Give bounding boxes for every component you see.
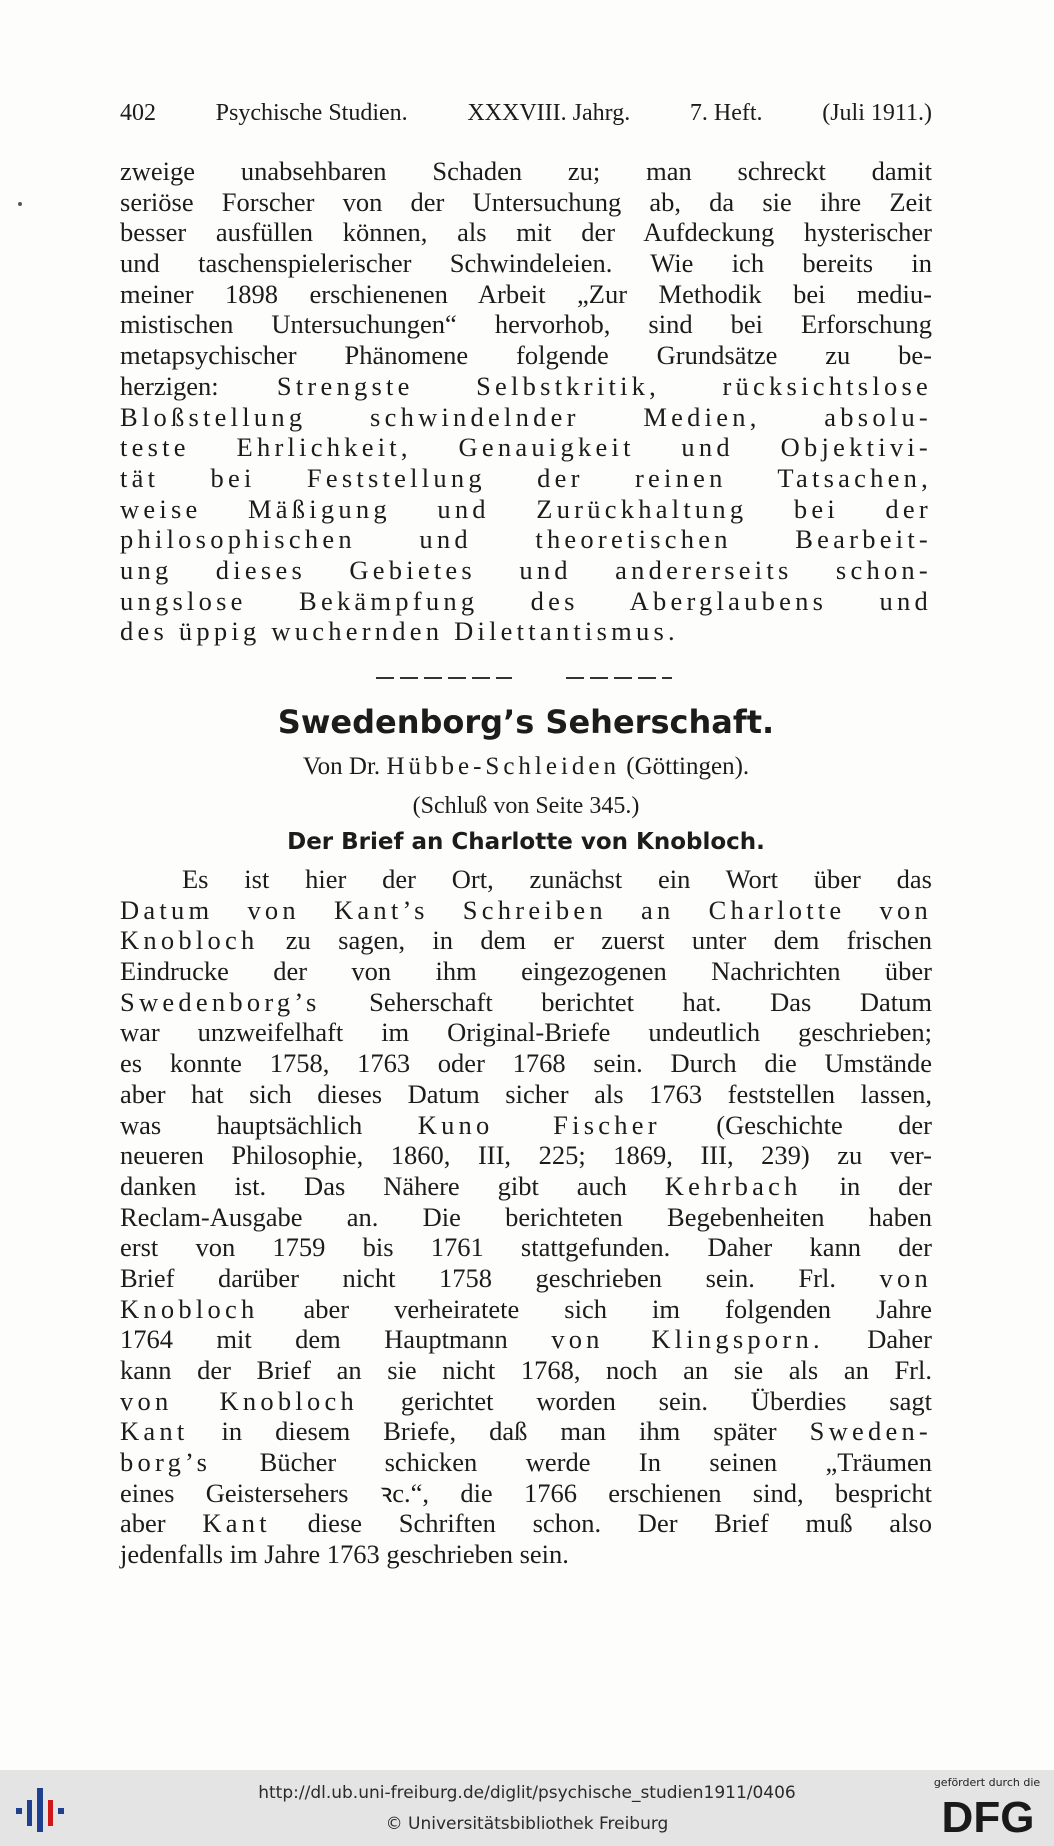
spaced-text: Kant (202, 1508, 271, 1539)
text-line (120, 494, 932, 525)
byline-suffix: (Göttingen). (620, 753, 750, 780)
text-line (120, 987, 932, 1018)
spaced-text: von (879, 1262, 932, 1293)
text-run: metapsychischer Phänomene folgende Grundsätze zu be- (120, 340, 932, 371)
spaced-text: ungslose Bekämpfung des Aberglaubens und (120, 585, 932, 616)
text-line (120, 1416, 932, 1447)
text-line (120, 895, 932, 926)
spaced-text: Kuno Fischer (417, 1109, 661, 1140)
text-run: (Geschichte der (660, 1109, 933, 1140)
text-run: in diesem Briefe, daß man ihm später (188, 1416, 810, 1447)
spaced-text: Swedenborg’s (120, 986, 321, 1017)
text-run: herzigen: (120, 370, 277, 401)
text-line (120, 1386, 932, 1417)
text-run: Eindrucke der von ihm eingezogenen Nachrichten über (120, 956, 932, 987)
text-run: Reclam-Ausgabe an. Die berichteten Begebenheiten haben (120, 1201, 932, 1232)
text-line (120, 309, 932, 340)
text-line (120, 1324, 932, 1355)
spaced-text: weise Mäßigung und Zurückhaltung bei der (120, 493, 932, 524)
text-line (120, 1110, 932, 1141)
spaced-text: Kant (120, 1416, 189, 1447)
text-run: Seherschaft berichtet hat. Das Datum (320, 986, 932, 1017)
text-run: in der (801, 1170, 932, 1201)
spaced-text: Strengste Selbstkritik, rücksichtslose (276, 370, 932, 401)
spaced-text: tät bei Feststellung der reinen Tatsachen, (120, 462, 932, 493)
text-run: Es ist hier der Ort, zunächst ein Wort über das (182, 864, 932, 894)
running-head (120, 100, 932, 127)
text-line (120, 402, 932, 433)
text-line (120, 864, 932, 895)
page-number: 402 (120, 100, 156, 126)
spaced-text: teste Ehrlichkeit, Genauigkeit und Objektivi- (120, 432, 932, 463)
scan-speck (18, 202, 22, 206)
spaced-text: Bloßstellung schwindelnder Medien, absolu- (120, 401, 932, 432)
text-line (120, 1355, 932, 1386)
footer-bar (0, 1770, 1054, 1846)
text-run: gerichtet worden sein. Überdies sagt (357, 1385, 932, 1416)
text-run: 1764 mit dem Hauptmann (120, 1324, 552, 1355)
byline-author: Hübbe-Schleiden (386, 753, 620, 780)
text-run: Bücher schicken werde In seinen „Träumen (211, 1447, 932, 1478)
text-line (120, 248, 932, 279)
text-run: neueren Philosophie, 1860, III, 225; 1869, III, 239) zu ver- (120, 1140, 932, 1171)
text-line (120, 279, 932, 310)
section-divider-left (376, 677, 512, 679)
text-run: eines Geistersehers ꝛc.“, die 1766 erschienen sind, bespricht (120, 1477, 932, 1508)
dfg-funding-block (926, 1776, 1048, 1842)
spaced-text: von Klingsporn. (551, 1324, 824, 1355)
spaced-text: ung dieses Gebietes und andererseits schon- (120, 554, 932, 585)
spaced-text: Knobloch (120, 1293, 259, 1324)
article-title: Swedenborg’s Seherschaft. (277, 703, 775, 741)
spaced-text: des üppig wuchernden Dilettantismus. (120, 616, 679, 647)
text-line (120, 1048, 932, 1079)
text-run: war unzweifelhaft im Original-Briefe undeutlich geschrieben; (120, 1017, 932, 1048)
section-title: Der Brief an Charlotte von Knobloch. (287, 829, 765, 855)
text-run: aber hat sich dieses Datum sicher als 1763 feststellen lassen, (120, 1078, 932, 1109)
journal-name: Psychische Studien. (215, 100, 408, 126)
text-line (120, 956, 932, 987)
text-line (120, 156, 932, 187)
text-line (120, 1140, 932, 1171)
text-run: was hauptsächlich (120, 1109, 418, 1140)
text-line (120, 1079, 932, 1110)
text-line (120, 1447, 932, 1478)
continuation-note: (Schluß von Seite 345.) (412, 793, 640, 819)
text-run: kann der Brief an sie nicht 1768, noch an sie als an Frl. (120, 1355, 932, 1385)
text-run: und taschenspielerischer Schwindeleien. Wie ich bereits in (120, 248, 932, 279)
text-line (120, 1017, 932, 1048)
text-run: es konnte 1758, 1763 oder 1768 sein. Durch die Umstände (120, 1048, 932, 1079)
text-line (120, 340, 932, 371)
spaced-text: von Knobloch (120, 1385, 358, 1416)
text-line (120, 1263, 932, 1294)
text-run: aber verheiratete sich im folgenden Jahre (258, 1293, 932, 1324)
text-run: Brief darüber nicht 1758 geschrieben sein. Frl. (120, 1262, 880, 1293)
text-run: danken ist. Das Nähere gibt auch (120, 1170, 665, 1201)
text-line (120, 616, 932, 647)
text-line (120, 1294, 932, 1325)
text-line (120, 555, 932, 586)
volume: XXXVIII. Jahrg. (467, 100, 631, 126)
text-run: diese Schriften schon. Der Brief muß also (270, 1508, 932, 1539)
text-line (120, 463, 932, 494)
text-run: Daher (823, 1324, 932, 1355)
text-line (120, 1202, 932, 1233)
text-run: mistischen Untersuchungen“ hervorhob, sind bei Erforschung (120, 309, 932, 340)
previous-article-text (120, 156, 932, 647)
text-line (120, 1539, 932, 1570)
byline-prefix: Von Dr. (302, 753, 387, 780)
text-run: zu sagen, in dem er zuerst unter dem frischen (258, 925, 932, 956)
dfg-logo-icon (934, 1792, 1042, 1838)
text-line (120, 1232, 932, 1263)
spaced-text: Datum von Kant’s Schreiben an Charlotte von (120, 894, 932, 925)
text-run: zweige unabsehbaren Schaden zu; man schreckt damit (120, 156, 932, 186)
text-line (120, 371, 932, 402)
text-line (120, 1478, 932, 1509)
dfg-logo-text: DFG (941, 1793, 1035, 1838)
text-line (120, 586, 932, 617)
text-line (120, 1508, 932, 1539)
text-run: jedenfalls im Jahre 1763 geschrieben sein. (120, 1539, 569, 1570)
spaced-text: Sweden- (809, 1416, 932, 1447)
text-line (120, 217, 932, 248)
spaced-text: borg’s (120, 1447, 212, 1478)
spaced-text: philosophischen und theoretischen Bearbeit- (120, 524, 932, 555)
text-line (120, 925, 932, 956)
text-run: seriöse Forscher von der Untersuchung ab, da sie ihre Zeit (120, 186, 932, 217)
text-run: meiner 1898 erschienenen Arbeit „Zur Methodik bei mediu- (120, 278, 932, 309)
dfg-caption: gefördert durch die (933, 1776, 1041, 1789)
issue: 7. Heft. (689, 100, 763, 126)
text-line (120, 432, 932, 463)
text-line (120, 1171, 932, 1202)
text-line (120, 187, 932, 218)
issue-date: (Juli 1911.) (822, 100, 932, 126)
copyright-notice: © Universitätsbibliothek Freiburg (385, 1814, 669, 1834)
text-run: besser ausfüllen können, als mit der Aufdeckung hysterischer (120, 217, 932, 248)
spaced-text: Knobloch (120, 925, 259, 956)
source-url-link[interactable]: http://dl.ub.uni-freiburg.de/diglit/psychische_studien1911/0406 (258, 1783, 796, 1803)
article-body-text (120, 864, 932, 1570)
text-line (120, 524, 932, 555)
text-run: erst von 1759 bis 1761 stattgefunden. Daher kann der (120, 1232, 932, 1263)
article-byline (120, 751, 932, 783)
spaced-text: Kehrbach (664, 1170, 802, 1201)
text-run: aber (120, 1508, 203, 1539)
section-divider-right (566, 677, 672, 679)
